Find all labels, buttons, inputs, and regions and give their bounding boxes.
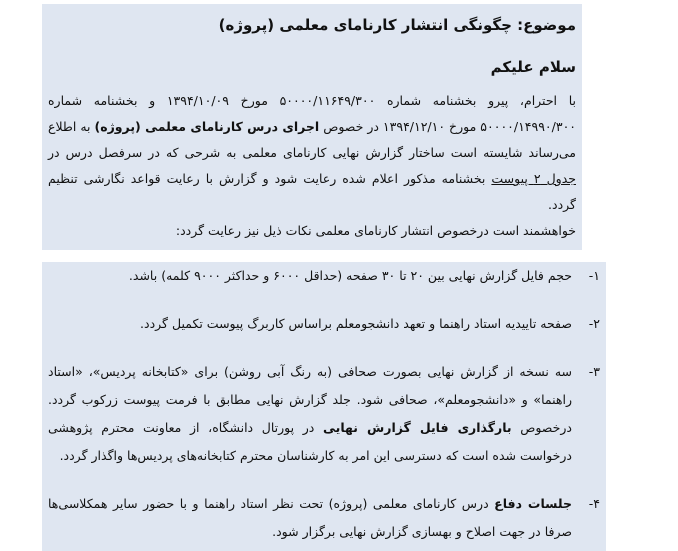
- item-number: ۲-: [588, 316, 600, 331]
- intro-paragraph: [48, 88, 576, 218]
- greeting: سلام علیکم: [490, 58, 576, 76]
- intro-underline-table: جدول ۲ پیوست: [491, 171, 576, 186]
- list-item: [48, 310, 600, 338]
- list-item: [48, 358, 600, 470]
- item-text: [48, 358, 572, 470]
- item-number: ۳-: [588, 364, 600, 379]
- item-bold-upload: بارگذاری فایل گزارش نهایی: [323, 420, 512, 435]
- item-text: صفحه تاییدیه استاد راهنما و تعهد دانشجومعلم براساس کاربرگ پیوست تکمیل گردد.: [140, 316, 572, 331]
- intro-text-2: به اطلاع می‌رساند شایسته است ساختار گزارش نهایی کارنامای معلمی به شرحی که در سرفصل درس در: [48, 119, 576, 160]
- letter-header-block: [42, 4, 582, 250]
- intro-text-3: بخشنامه مذکور اعلام شده رعایت شود و گزارش با رعایت قواعد نگارشی تنظیم گردد.: [48, 171, 576, 212]
- item-text: [48, 490, 572, 546]
- item-text-part-2: در پورتال دانشگاه، از معاونت محترم پژوهشی درخواست شده است که دسترسی این امر به کارشناسان محترم کتابخانه‌های پردیس‌ها واگذار گردد.: [48, 420, 572, 463]
- item-text-part-2: درس کارنامای معلمی (پروژه) تحت نظر استاد راهنما و با حضور سایر همکلاسی‌ها صرفا در جهت اصلاح و بهسازی گزارش نهایی برگزار شود.: [48, 496, 572, 539]
- item-bold-defense: جلسات دفاع: [494, 496, 572, 511]
- intro-bold-course: اجرای درس کارنامای معلمی (پروژه): [94, 119, 320, 134]
- subject-line: موضوع: چگونگی انتشار کارنامای معلمی (پروژه): [218, 16, 576, 34]
- item-text-part-1: سه نسخه از گزارش نهایی بصورت صحافی (به رنگ آبی روشن) برای «کتابخانه پردیس»، «استاد راهنما» و «دانشجومعلم»، صحافی شود. جلد گزارش نهایی مطابق با فرمت پیوست زرکوب گردد. درخصوص: [48, 364, 572, 435]
- item-text: حجم فایل گزارش نهایی بین ۲۰ تا ۳۰ صفحه (حداقل ۶۰۰۰ و حداکثر ۹۰۰۰ کلمه) باشد.: [128, 268, 572, 283]
- item-number: ۴-: [588, 496, 600, 511]
- list-item: [48, 262, 600, 290]
- request-paragraph: خواهشمند است درخصوص انتشار کارنامای معلمی نکات ذیل نیز رعایت گردد:: [175, 223, 576, 238]
- intro-text-1: با احترام، پیرو بخشنامه شماره ۵۰۰۰۰/۱۱۶۴۹/۳۰۰ مورخ ۱۳۹۴/۱۰/۰۹ و بخشنامه شماره ۵۰۰۰۰/۱۴۹۹۰/۳۰۰ مورخ ۱۳۹۴/۱۲/۱۰ در خصوص: [48, 93, 576, 134]
- instructions-list: [42, 262, 606, 551]
- item-number: ۱-: [588, 268, 600, 283]
- list-item: [48, 490, 600, 546]
